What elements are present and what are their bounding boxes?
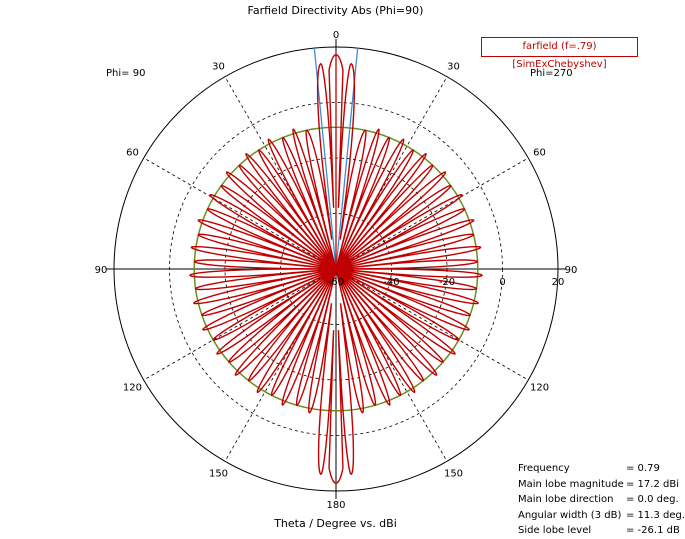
angle-tick-label: 150 — [443, 468, 464, 480]
info-value: = 0.0 deg. — [626, 494, 679, 506]
chart-title: Farfield Directivity Abs (Phi=90) — [247, 4, 424, 17]
info-label: Angular width (3 dB) — [518, 509, 622, 521]
info-label: Main lobe magnitude — [518, 478, 624, 490]
phi-left-label: Phi= 90 — [106, 68, 146, 79]
grid-spoke — [144, 158, 336, 269]
angle-tick-label: 150 — [208, 468, 229, 480]
x-axis-caption: Theta / Degree vs. dBi — [274, 517, 397, 530]
info-label: Side lobe level — [518, 525, 592, 537]
angle-tick-label: 120 — [529, 382, 550, 394]
angle-tick-label: 30 — [212, 61, 225, 73]
info-value: = -26.1 dB — [626, 525, 680, 537]
radial-tick-label: 0 — [499, 277, 506, 288]
info-value: = 11.3 deg. — [626, 509, 685, 521]
info-value: = 17.2 dBi — [626, 478, 679, 490]
angle-tick-label: 30 — [447, 61, 460, 73]
angle-tick-label: 60 — [533, 147, 546, 159]
angle-tick-label: 60 — [126, 147, 139, 159]
radial-tick-label: 20 — [551, 277, 565, 288]
angle-tick-label: 90 — [94, 265, 108, 276]
angle-tick-label: 0 — [332, 30, 340, 41]
angle-tick-label: 90 — [564, 265, 578, 276]
grid-spoke — [336, 158, 528, 269]
radial-tick-label: -40 — [383, 277, 400, 288]
info-value: = 0.79 — [626, 463, 660, 474]
angle-tick-label: 180 — [326, 500, 346, 511]
legend-box — [481, 37, 638, 70]
angle-tick-label: 120 — [122, 382, 143, 394]
info-row-main-lobe-direction — [518, 492, 685, 508]
info-label: Main lobe direction — [518, 494, 614, 506]
radial-tick-label: -20 — [438, 277, 456, 288]
info-label: Frequency — [518, 463, 570, 474]
radial-tick-label: -60 — [327, 277, 345, 288]
info-row-main-lobe-magnitude — [518, 477, 685, 493]
info-row-frequency — [518, 461, 685, 477]
legend-label: farfield (f=.79) [SimExChebyshev] — [512, 41, 607, 70]
